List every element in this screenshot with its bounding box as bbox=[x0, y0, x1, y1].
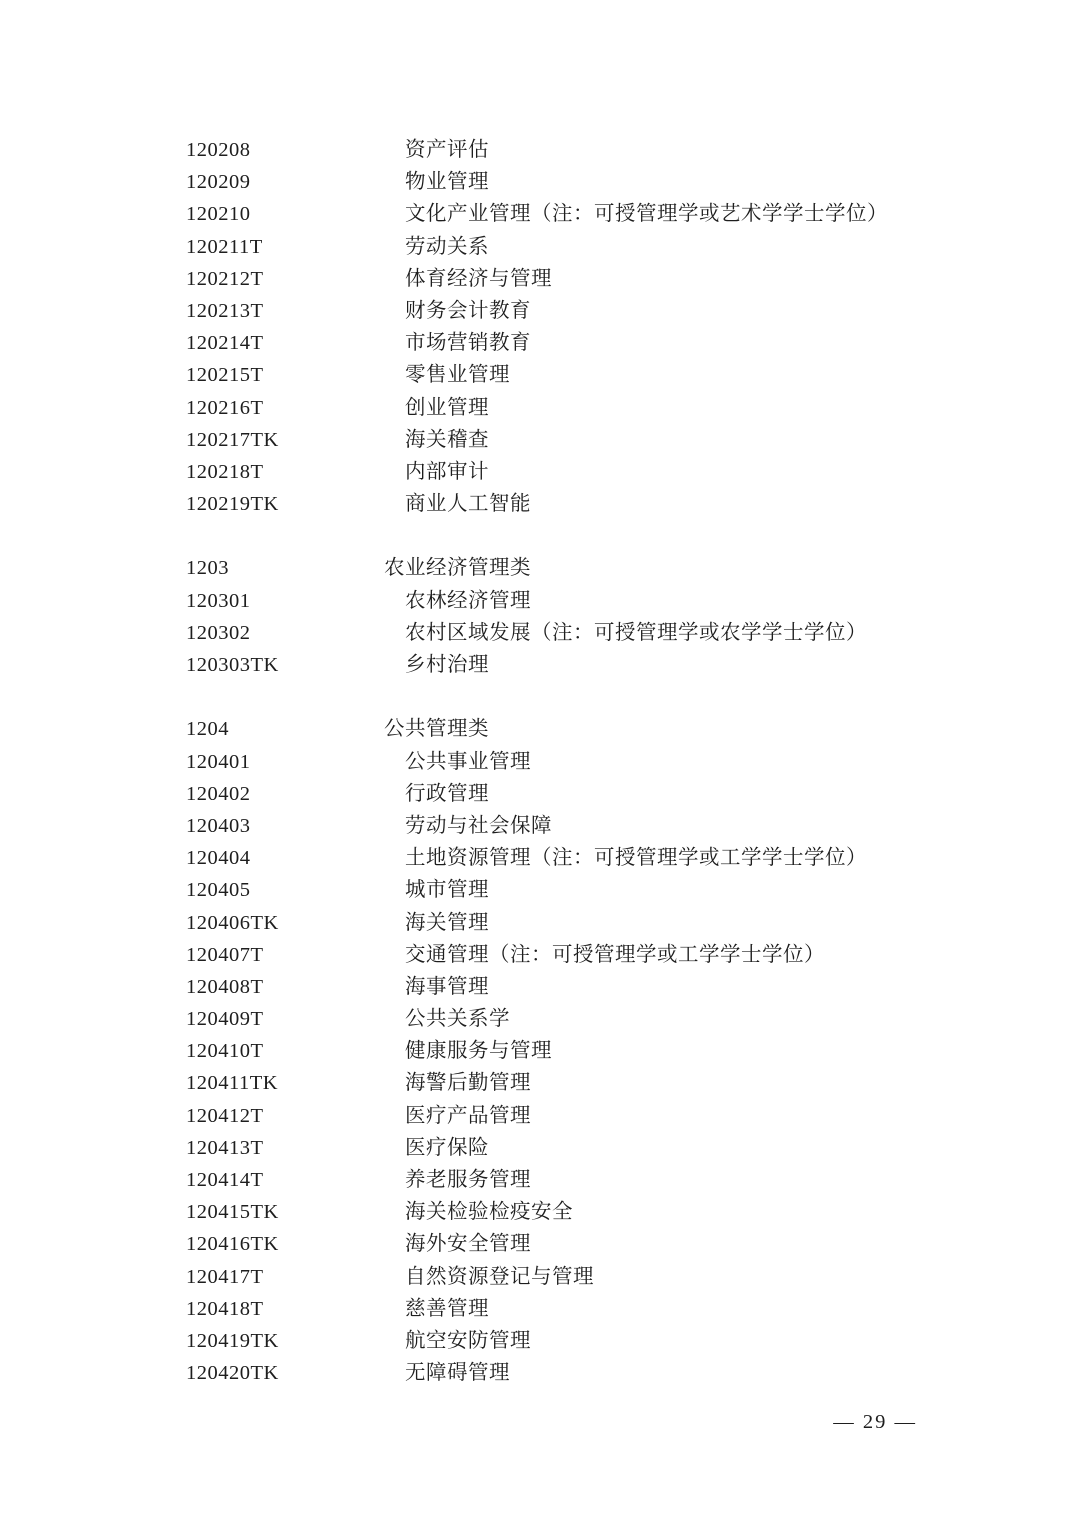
major-name: 城市管理 bbox=[405, 879, 489, 902]
major-code: 120208 bbox=[186, 139, 251, 161]
major-code: 120303TK bbox=[186, 654, 279, 676]
table-row bbox=[0, 1164, 1080, 1196]
table-row bbox=[0, 1357, 1080, 1389]
table-row bbox=[0, 134, 1080, 166]
major-code: 120411TK bbox=[186, 1072, 279, 1095]
major-code: 120405 bbox=[186, 879, 251, 902]
major-name: 物业管理 bbox=[405, 171, 489, 194]
table-row bbox=[0, 939, 1080, 971]
major-name: 农村区域发展（注：可授管理学或农学学士学位） bbox=[405, 621, 867, 644]
major-name: 内部审计 bbox=[405, 460, 489, 483]
table-row bbox=[0, 552, 1080, 584]
major-name: 医疗产品管理 bbox=[405, 1104, 531, 1127]
major-code: 120403 bbox=[186, 814, 251, 837]
major-code: 120409T bbox=[186, 1008, 264, 1031]
major-code: 120416TK bbox=[186, 1233, 279, 1256]
table-row bbox=[0, 198, 1080, 230]
table-row bbox=[0, 1003, 1080, 1035]
major-name: 乡村治理 bbox=[405, 654, 489, 676]
table-row bbox=[0, 778, 1080, 810]
major-name: 商业人工智能 bbox=[405, 493, 531, 516]
major-code: 120412T bbox=[186, 1104, 264, 1127]
major-code: 120211T bbox=[186, 235, 263, 258]
major-code: 120410T bbox=[186, 1040, 264, 1063]
major-code: 120209 bbox=[186, 171, 251, 194]
major-name: 体育经济与管理 bbox=[405, 267, 552, 290]
table-row bbox=[0, 295, 1080, 327]
table-row bbox=[0, 746, 1080, 778]
blank-row bbox=[0, 520, 1080, 552]
major-name: 交通管理（注：可授管理学或工学学士学位） bbox=[405, 943, 825, 966]
major-name: 海关管理 bbox=[405, 911, 489, 934]
major-code: 120404 bbox=[186, 847, 251, 870]
major-code: 120406TK bbox=[186, 911, 279, 934]
major-code: 120407T bbox=[186, 943, 264, 966]
major-name: 行政管理 bbox=[405, 782, 489, 805]
major-name: 健康服务与管理 bbox=[405, 1040, 552, 1063]
major-name: 土地资源管理（注：可授管理学或工学学士学位） bbox=[405, 847, 867, 870]
major-name: 文化产业管理（注：可授管理学或艺术学学士学位） bbox=[405, 203, 888, 226]
major-code: 120219TK bbox=[186, 493, 279, 516]
table-row bbox=[0, 1228, 1080, 1260]
blank-row bbox=[0, 681, 1080, 713]
major-name: 养老服务管理 bbox=[405, 1169, 531, 1191]
major-name: 海外安全管理 bbox=[405, 1233, 531, 1256]
major-name: 海关稽查 bbox=[405, 428, 489, 451]
major-name: 慈善管理 bbox=[405, 1297, 489, 1320]
major-code: 120216T bbox=[186, 396, 264, 419]
table-row bbox=[0, 456, 1080, 488]
major-code: 120402 bbox=[186, 782, 251, 805]
table-row bbox=[0, 874, 1080, 906]
major-code: 120414T bbox=[186, 1169, 264, 1191]
major-code: 120218T bbox=[186, 460, 264, 483]
major-code: 120217TK bbox=[186, 428, 279, 451]
major-code: 120420TK bbox=[186, 1362, 279, 1385]
table-row bbox=[0, 649, 1080, 681]
major-code: 120415TK bbox=[186, 1201, 279, 1224]
major-code: 120408T bbox=[186, 975, 264, 998]
table-row bbox=[0, 617, 1080, 649]
major-name: 劳动与社会保障 bbox=[405, 814, 552, 837]
major-code: 120214T bbox=[186, 332, 264, 355]
table-row bbox=[0, 1100, 1080, 1132]
table-row bbox=[0, 327, 1080, 359]
table-row bbox=[0, 713, 1080, 745]
table-row bbox=[0, 359, 1080, 391]
table-row bbox=[0, 1325, 1080, 1357]
table-row bbox=[0, 810, 1080, 842]
major-code: 120419TK bbox=[186, 1329, 279, 1352]
table-row bbox=[0, 488, 1080, 520]
major-code: 120212T bbox=[186, 267, 264, 290]
major-name: 公共事业管理 bbox=[405, 750, 531, 773]
major-name: 市场营销教育 bbox=[405, 332, 531, 355]
major-code: 120417T bbox=[186, 1265, 264, 1288]
major-name: 自然资源登记与管理 bbox=[405, 1265, 594, 1288]
major-name: 公共关系学 bbox=[405, 1008, 510, 1031]
major-name: 海事管理 bbox=[405, 975, 489, 998]
major-code: 120413T bbox=[186, 1136, 264, 1159]
table-row bbox=[0, 585, 1080, 617]
major-code: 1203 bbox=[186, 557, 229, 580]
table-row bbox=[0, 907, 1080, 939]
table-row bbox=[0, 971, 1080, 1003]
table-row bbox=[0, 231, 1080, 263]
major-code: 1204 bbox=[186, 718, 229, 741]
major-code: 120302 bbox=[186, 621, 251, 644]
major-name: 零售业管理 bbox=[405, 364, 510, 387]
table-row bbox=[0, 424, 1080, 456]
table-row bbox=[0, 1035, 1080, 1067]
major-code: 120210 bbox=[186, 203, 251, 226]
major-name: 创业管理 bbox=[405, 396, 489, 419]
table-row bbox=[0, 392, 1080, 424]
major-code: 120213T bbox=[186, 299, 264, 322]
page-number: — 29 — bbox=[833, 1411, 917, 1433]
major-name: 财务会计教育 bbox=[405, 299, 531, 322]
major-code: 120301 bbox=[186, 589, 251, 612]
table-row bbox=[0, 1196, 1080, 1228]
major-name: 医疗保险 bbox=[405, 1136, 489, 1159]
category-name: 公共管理类 bbox=[384, 718, 489, 741]
table-row bbox=[0, 1067, 1080, 1099]
major-code: 120401 bbox=[186, 750, 251, 773]
table-row bbox=[0, 166, 1080, 198]
major-code: 120215T bbox=[186, 364, 264, 387]
major-code: 120418T bbox=[186, 1297, 264, 1320]
major-name: 航空安防管理 bbox=[405, 1329, 531, 1352]
category-name: 农业经济管理类 bbox=[384, 557, 531, 580]
major-name: 农林经济管理 bbox=[405, 589, 531, 612]
table-row bbox=[0, 1293, 1080, 1325]
major-code-list bbox=[0, 134, 1080, 1389]
major-name: 资产评估 bbox=[405, 139, 489, 161]
major-name: 海警后勤管理 bbox=[405, 1072, 531, 1095]
table-row bbox=[0, 842, 1080, 874]
major-name: 劳动关系 bbox=[405, 235, 489, 258]
major-name: 无障碍管理 bbox=[405, 1362, 510, 1385]
table-row bbox=[0, 263, 1080, 295]
major-name: 海关检验检疫安全 bbox=[405, 1201, 573, 1224]
table-row bbox=[0, 1261, 1080, 1293]
table-row bbox=[0, 1132, 1080, 1164]
